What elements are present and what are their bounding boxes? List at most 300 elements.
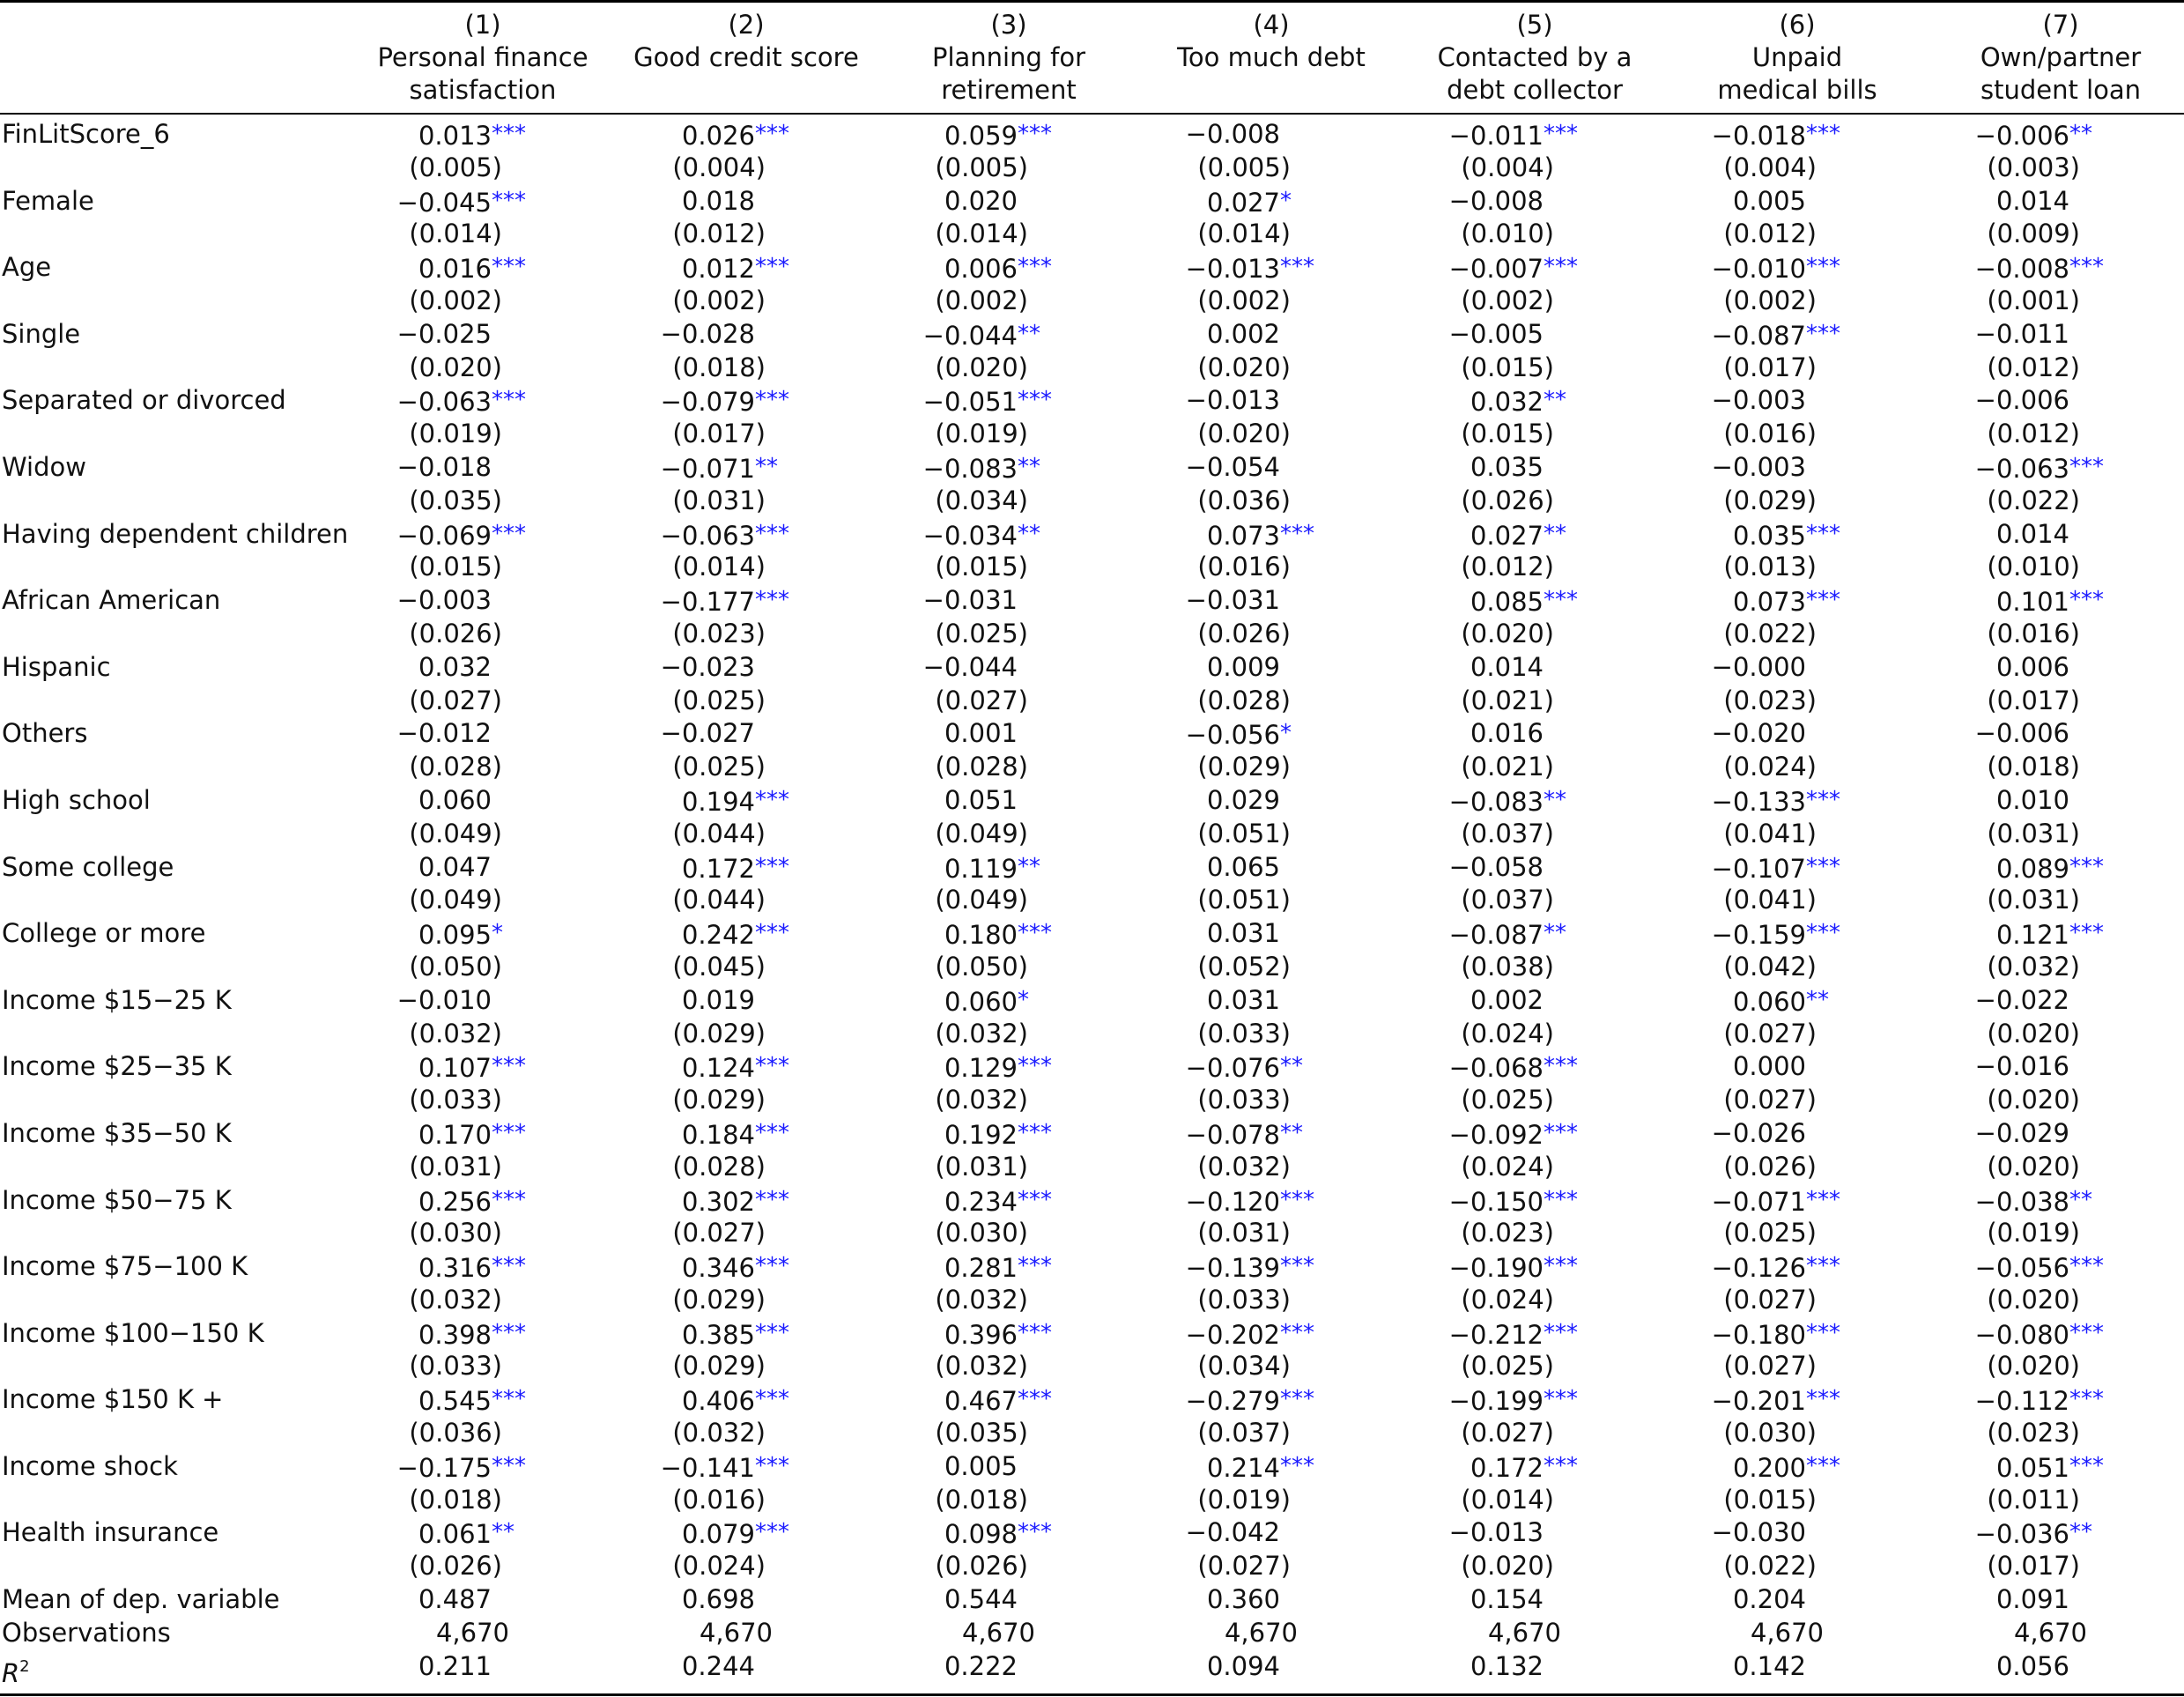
coef-value: −0.044 xyxy=(922,320,1018,351)
coef-value: 0.194 xyxy=(681,786,755,817)
table-row-se xyxy=(0,818,2184,851)
footer-cell xyxy=(1403,1650,1649,1684)
coef-cell xyxy=(351,1450,597,1486)
standard-error: (0.041) xyxy=(1723,818,1817,848)
standard-error: (0.033) xyxy=(409,1085,502,1115)
coef-cell xyxy=(1665,384,1912,418)
se-cell xyxy=(887,1151,1134,1184)
standard-error: (0.005) xyxy=(1197,152,1291,182)
table-row-se xyxy=(0,1217,2184,1250)
column-header-line2 xyxy=(1130,74,1412,107)
footer-value: 4,670 xyxy=(2013,1617,2087,1648)
se-cell xyxy=(1150,751,1396,784)
standard-error: (0.020) xyxy=(935,352,1028,382)
coef-value: 0.014 xyxy=(1995,518,2069,549)
se-cell xyxy=(1150,1350,1396,1383)
se-cell xyxy=(1676,285,1922,318)
coef-value: 0.005 xyxy=(944,1450,1018,1481)
footer-cell xyxy=(894,1617,1141,1650)
coef-value: −0.069 xyxy=(396,520,492,551)
se-cell xyxy=(1676,1217,1922,1250)
table-row xyxy=(0,1117,2184,1151)
significance-stars: *** xyxy=(1280,1319,1314,1346)
standard-error: (0.018) xyxy=(1987,752,2080,782)
significance-stars: *** xyxy=(1018,1253,1052,1280)
coef-cell xyxy=(351,118,597,153)
coef-value: 0.016 xyxy=(1470,718,1544,749)
coef-value: 0.014 xyxy=(1995,185,2069,216)
coef-value: −0.012 xyxy=(396,718,492,749)
coef-cell xyxy=(614,1450,861,1486)
standard-error: (0.022) xyxy=(1987,485,2080,515)
coef-value: −0.120 xyxy=(1185,1186,1280,1217)
standard-error: (0.023) xyxy=(1461,1218,1554,1249)
coef-value: −0.007 xyxy=(1448,254,1544,285)
se-cell xyxy=(1413,751,1660,784)
standard-error: (0.034) xyxy=(935,485,1028,515)
row-label: Income $100−150 K xyxy=(2,1317,264,1348)
se-cell xyxy=(1150,1151,1396,1184)
standard-error: (0.020) xyxy=(1461,618,1554,648)
coef-value: 0.029 xyxy=(1206,784,1280,815)
coef-value: −0.028 xyxy=(660,318,755,349)
significance-stars: ** xyxy=(1018,853,1040,880)
coef-cell xyxy=(1929,784,2175,818)
standard-error: (0.029) xyxy=(1723,485,1817,515)
significance-stars: *** xyxy=(1018,1119,1052,1146)
standard-error: (0.020) xyxy=(1987,1284,2080,1315)
se-cell xyxy=(1676,751,1922,784)
table-row xyxy=(0,518,2184,552)
se-cell xyxy=(361,1350,608,1383)
standard-error: (0.021) xyxy=(1461,685,1554,715)
se-cell xyxy=(1150,1084,1396,1117)
coef-cell xyxy=(877,118,1123,153)
coef-cell xyxy=(351,651,597,685)
se-cell xyxy=(1676,218,1922,251)
significance-stars: *** xyxy=(1806,1253,1840,1280)
coef-cell xyxy=(1929,1184,2175,1219)
standard-error: (0.011) xyxy=(1987,1484,2080,1515)
standard-error: (0.004) xyxy=(1461,152,1554,182)
significance-stars: *** xyxy=(492,1053,526,1080)
significance-stars: *** xyxy=(755,121,789,147)
coef-cell xyxy=(351,984,597,1018)
coef-value: 0.214 xyxy=(1206,1452,1280,1483)
table-row xyxy=(0,118,2184,152)
se-cell xyxy=(1413,1018,1660,1051)
table-row xyxy=(0,1050,2184,1084)
coef-value: −0.011 xyxy=(1974,318,2069,349)
coef-value: 0.001 xyxy=(944,718,1018,749)
significance-stars: *** xyxy=(755,387,789,414)
se-cell xyxy=(361,352,608,385)
coef-value: 0.242 xyxy=(681,920,755,951)
table-row-se xyxy=(0,951,2184,984)
coef-cell xyxy=(1665,318,1912,353)
coef-cell xyxy=(877,185,1123,219)
coef-value: −0.076 xyxy=(1185,1053,1280,1084)
coef-cell xyxy=(1403,1184,1649,1219)
standard-error: (0.015) xyxy=(1461,419,1554,449)
significance-stars: *** xyxy=(1544,254,1578,281)
coef-value: 0.398 xyxy=(418,1319,492,1350)
coef-value: −0.027 xyxy=(660,718,755,749)
significance-stars: *** xyxy=(1018,920,1052,947)
se-cell xyxy=(1150,818,1396,851)
coef-cell xyxy=(1665,1050,1912,1084)
standard-error: (0.031) xyxy=(1987,885,2080,915)
column-header-num: (3) xyxy=(990,10,1027,40)
coef-cell xyxy=(1929,251,2175,286)
se-cell xyxy=(361,751,608,784)
row-label: College or more xyxy=(2,918,206,949)
table-row xyxy=(0,1317,2184,1351)
coef-value: −0.013 xyxy=(1448,1517,1544,1548)
coef-cell xyxy=(1929,1050,2175,1084)
se-cell xyxy=(1676,152,1922,185)
se-cell xyxy=(1939,818,2184,851)
standard-error: (0.050) xyxy=(935,951,1028,982)
coef-value: 0.027 xyxy=(1206,187,1280,218)
row-label: Income $25−35 K xyxy=(2,1051,232,1082)
coef-cell xyxy=(614,318,861,352)
coef-value: −0.038 xyxy=(1974,1186,2069,1217)
coef-cell xyxy=(1139,984,1386,1018)
row-label: Separated or divorced xyxy=(2,385,286,416)
standard-error: (0.031) xyxy=(1987,818,2080,848)
coef-cell xyxy=(614,1317,861,1352)
row-label: African American xyxy=(2,585,221,616)
se-cell xyxy=(1413,1484,1660,1517)
coef-value: −0.008 xyxy=(1448,185,1544,216)
standard-error: (0.014) xyxy=(1197,219,1291,249)
footer-cell xyxy=(1403,1583,1649,1617)
se-cell xyxy=(625,1350,871,1383)
se-cell xyxy=(1413,818,1660,851)
significance-stars: *** xyxy=(2069,1319,2104,1346)
significance-stars: ** xyxy=(1544,387,1566,414)
standard-error: (0.029) xyxy=(672,1018,766,1049)
standard-error: (0.002) xyxy=(409,285,502,315)
standard-error: (0.027) xyxy=(1723,1284,1817,1315)
footer-cell xyxy=(632,1617,878,1650)
coef-cell xyxy=(1929,384,2175,418)
significance-stars: *** xyxy=(2069,587,2104,614)
coef-cell xyxy=(614,118,861,153)
footer-row xyxy=(0,1650,2184,1688)
significance-stars: *** xyxy=(755,1319,789,1346)
coef-cell xyxy=(351,1117,597,1152)
row-label: Female xyxy=(2,185,94,216)
standard-error: (0.017) xyxy=(672,419,766,449)
row-label: Income shock xyxy=(2,1450,178,1481)
coef-value: 0.073 xyxy=(1732,587,1806,618)
coef-cell xyxy=(1139,651,1386,685)
coef-cell xyxy=(877,1050,1123,1086)
significance-stars: *** xyxy=(755,1186,789,1213)
coef-cell xyxy=(1929,451,2175,486)
standard-error: (0.021) xyxy=(1461,752,1554,782)
coef-cell xyxy=(351,784,597,818)
coef-value: 0.019 xyxy=(681,984,755,1015)
se-cell xyxy=(1676,1084,1922,1117)
se-cell xyxy=(1939,884,2184,917)
coef-cell xyxy=(614,1250,861,1286)
standard-error: (0.015) xyxy=(409,552,502,582)
significance-stars: *** xyxy=(1544,1319,1578,1346)
column-header-num: (4) xyxy=(1253,10,1290,40)
footer-value: 0.211 xyxy=(418,1650,492,1681)
column-header-num: (1) xyxy=(464,10,501,40)
standard-error: (0.020) xyxy=(1987,1085,2080,1115)
coef-value: −0.003 xyxy=(396,585,492,616)
coef-cell xyxy=(877,717,1123,751)
se-cell xyxy=(887,884,1134,917)
standard-error: (0.036) xyxy=(409,1418,502,1449)
se-cell xyxy=(887,1417,1134,1450)
coef-cell xyxy=(1403,384,1649,419)
coef-value: −0.022 xyxy=(1974,984,2069,1015)
standard-error: (0.028) xyxy=(409,752,502,782)
coef-value: −0.018 xyxy=(1711,121,1806,151)
se-cell xyxy=(1150,1217,1396,1250)
significance-stars: ** xyxy=(1018,520,1040,547)
coef-cell xyxy=(1665,1250,1912,1286)
se-cell xyxy=(625,1484,871,1517)
coef-value: −0.177 xyxy=(660,587,755,618)
standard-error: (0.001) xyxy=(1987,285,2080,315)
coef-value: 0.073 xyxy=(1206,520,1280,551)
se-cell xyxy=(1939,1284,2184,1317)
se-cell xyxy=(1676,485,1922,518)
se-cell xyxy=(361,818,608,851)
coef-value: 0.085 xyxy=(1470,587,1544,618)
standard-error: (0.025) xyxy=(1461,1351,1554,1382)
coef-cell xyxy=(877,851,1123,886)
significance-stars: *** xyxy=(1280,1253,1314,1280)
coef-cell xyxy=(1929,518,2175,552)
coef-value: −0.063 xyxy=(396,387,492,418)
coef-cell xyxy=(1139,1050,1386,1086)
row-label: Income $15−25 K xyxy=(2,984,232,1015)
coef-cell xyxy=(351,851,597,885)
coef-value: −0.031 xyxy=(922,585,1018,616)
footer-label-text: R xyxy=(2,1657,20,1688)
coef-value: −0.045 xyxy=(396,187,492,218)
se-cell xyxy=(887,551,1134,584)
significance-stars: * xyxy=(1018,986,1029,1013)
table-row xyxy=(0,984,2184,1018)
coef-value: 0.016 xyxy=(418,254,492,285)
se-cell xyxy=(361,218,608,251)
coef-cell xyxy=(877,1383,1123,1419)
standard-error: (0.016) xyxy=(1197,552,1291,582)
se-cell xyxy=(1676,551,1922,584)
coef-value: 0.170 xyxy=(418,1119,492,1150)
standard-error: (0.044) xyxy=(672,885,766,915)
se-cell xyxy=(887,685,1134,718)
table-row-se xyxy=(0,884,2184,917)
coef-value: −0.006 xyxy=(1974,718,2069,749)
coef-cell xyxy=(1929,584,2175,619)
coef-value: −0.023 xyxy=(660,651,755,682)
standard-error: (0.010) xyxy=(1461,219,1554,249)
coef-value: 0.014 xyxy=(1470,651,1544,682)
se-cell xyxy=(1676,1350,1922,1383)
significance-stars: *** xyxy=(1280,254,1314,281)
significance-stars: *** xyxy=(2069,254,2104,281)
row-label: FinLitScore_6 xyxy=(2,119,170,149)
coef-cell xyxy=(1665,185,1912,219)
coef-value: 0.060 xyxy=(418,784,492,815)
se-cell xyxy=(625,685,871,718)
significance-stars: *** xyxy=(755,254,789,281)
standard-error: (0.032) xyxy=(935,1284,1028,1315)
significance-stars: *** xyxy=(1806,121,1840,147)
se-cell xyxy=(887,751,1134,784)
coef-cell xyxy=(1665,118,1912,153)
table-row-se xyxy=(0,1484,2184,1517)
coef-value: −0.126 xyxy=(1711,1253,1806,1284)
standard-error: (0.022) xyxy=(1723,618,1817,648)
significance-stars: * xyxy=(492,920,503,947)
significance-stars: *** xyxy=(1018,1386,1052,1413)
se-cell xyxy=(1676,1550,1922,1583)
standard-error: (0.002) xyxy=(1723,285,1817,315)
coef-cell xyxy=(614,917,861,952)
coef-value: 0.020 xyxy=(944,185,1018,216)
standard-error: (0.031) xyxy=(672,485,766,515)
coef-cell xyxy=(1139,1317,1386,1352)
coef-value: −0.092 xyxy=(1448,1119,1544,1150)
standard-error: (0.020) xyxy=(409,352,502,382)
se-cell xyxy=(625,485,871,518)
table-row-se xyxy=(0,1018,2184,1051)
coef-value: 0.119 xyxy=(944,853,1018,884)
coef-cell xyxy=(1929,118,2175,153)
coef-value: −0.112 xyxy=(1974,1386,2069,1417)
row-label: Widow xyxy=(2,451,86,482)
standard-error: (0.015) xyxy=(1461,352,1554,382)
coef-value: −0.141 xyxy=(660,1452,755,1483)
significance-stars: *** xyxy=(1544,1253,1578,1280)
coef-cell xyxy=(351,185,597,220)
se-cell xyxy=(1676,685,1922,718)
footer-label xyxy=(2,1617,171,1650)
se-cell xyxy=(361,485,608,518)
coef-value: 0.032 xyxy=(1470,387,1544,418)
coef-cell xyxy=(1665,1317,1912,1352)
se-cell xyxy=(361,418,608,451)
se-cell xyxy=(887,818,1134,851)
se-cell xyxy=(1413,1550,1660,1583)
coef-value: −0.011 xyxy=(1448,121,1544,151)
se-cell xyxy=(1150,1018,1396,1051)
table-row-se xyxy=(0,285,2184,318)
coef-cell xyxy=(1403,1117,1649,1152)
significance-stars: ** xyxy=(2069,121,2092,147)
significance-stars: *** xyxy=(755,1053,789,1080)
standard-error: (0.029) xyxy=(672,1085,766,1115)
footer-value: 4,670 xyxy=(961,1617,1035,1648)
coef-cell xyxy=(351,1383,597,1419)
coef-cell xyxy=(1139,518,1386,553)
se-cell xyxy=(1676,1484,1922,1517)
table-row-se xyxy=(0,352,2184,385)
standard-error: (0.005) xyxy=(935,152,1028,182)
table-row-se xyxy=(0,1084,2184,1117)
se-cell xyxy=(625,418,871,451)
coef-value: 0.545 xyxy=(418,1386,492,1417)
significance-stars: *** xyxy=(1280,1186,1314,1213)
row-label: Having dependent children xyxy=(2,518,349,549)
se-cell xyxy=(1413,951,1660,984)
standard-error: (0.049) xyxy=(935,885,1028,915)
significance-stars: *** xyxy=(1806,254,1840,281)
coef-cell xyxy=(1403,1450,1649,1486)
se-cell xyxy=(1676,951,1922,984)
footer-cell xyxy=(614,1583,861,1617)
footer-value: 4,670 xyxy=(1750,1617,1824,1648)
coef-value: 0.031 xyxy=(1206,918,1280,949)
footer-row xyxy=(0,1583,2184,1617)
coef-value: 0.079 xyxy=(681,1519,755,1550)
coef-value: −0.005 xyxy=(1448,318,1544,349)
footer-cell xyxy=(1665,1650,1912,1684)
significance-stars: *** xyxy=(1018,1186,1052,1213)
se-cell xyxy=(1150,1484,1396,1517)
coef-value: −0.279 xyxy=(1185,1386,1280,1417)
significance-stars: *** xyxy=(1018,1319,1052,1346)
significance-stars: *** xyxy=(1018,1519,1052,1546)
significance-stars: ** xyxy=(1280,1119,1303,1146)
significance-stars: *** xyxy=(1544,587,1578,614)
coef-value: −0.063 xyxy=(1974,453,2069,484)
coef-value: 0.032 xyxy=(418,651,492,682)
coef-value: 0.051 xyxy=(1995,1452,2069,1483)
standard-error: (0.025) xyxy=(1461,1085,1554,1115)
column-header-3 xyxy=(868,9,1150,107)
coef-value: −0.133 xyxy=(1711,786,1806,817)
footer-cell xyxy=(877,1650,1123,1684)
column-header-line1: Good credit score xyxy=(633,42,859,72)
se-cell xyxy=(1939,551,2184,584)
column-header-line2: retirement xyxy=(941,75,1077,105)
significance-stars: *** xyxy=(2069,853,2104,880)
significance-stars: *** xyxy=(1544,1186,1578,1213)
table-row xyxy=(0,451,2184,485)
se-cell xyxy=(1939,1084,2184,1117)
table-header xyxy=(0,9,2184,110)
se-cell xyxy=(625,1217,871,1250)
significance-stars: *** xyxy=(2069,453,2104,480)
bottom-rule xyxy=(0,1693,2184,1696)
table-row xyxy=(0,384,2184,418)
coef-cell xyxy=(1929,1250,2175,1286)
coef-cell xyxy=(877,318,1123,353)
coef-value: −0.034 xyxy=(922,520,1018,551)
table-row xyxy=(0,717,2184,751)
footer-cell xyxy=(1420,1617,1667,1650)
significance-stars: *** xyxy=(755,1253,789,1280)
standard-error: (0.020) xyxy=(1197,352,1291,382)
coef-value: 0.027 xyxy=(1470,520,1544,551)
standard-error: (0.033) xyxy=(409,1351,502,1382)
standard-error: (0.045) xyxy=(672,951,766,982)
se-cell xyxy=(887,285,1134,318)
table-row-se xyxy=(0,751,2184,784)
